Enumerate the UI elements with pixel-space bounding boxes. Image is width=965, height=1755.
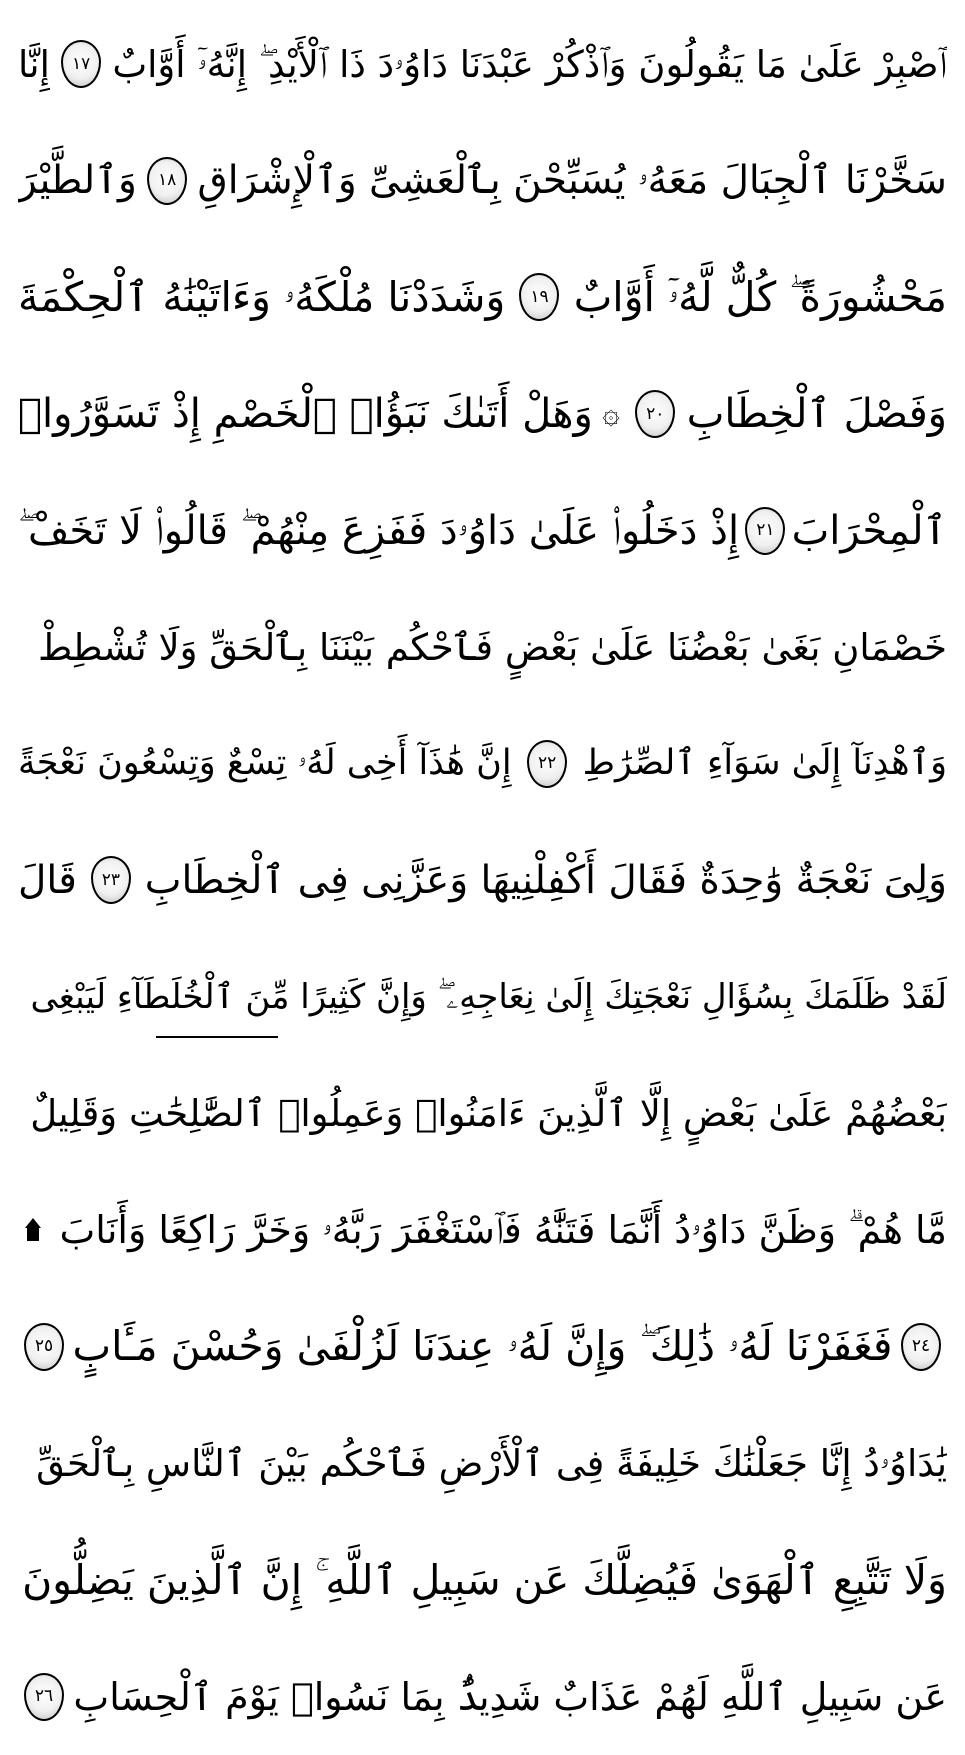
ayah-number-icon: ١٨: [147, 157, 187, 205]
sajdah-icon: [24, 1218, 42, 1242]
verse-text: وَلِىَ نَعْجَةٌ وَٰحِدَةٌ فَقَالَ أَكْفِلْنِيهَا وَعَزَّنِى فِى ٱلْخِطَابِ: [144, 857, 947, 903]
verse-text: فَغَفَرْنَا لَهُۥ ذَٰلِكَ ۖ وَإِنَّ لَهُۥ عِندَنَا لَزُلْفَىٰ وَحُسْنَ مَـَٔابٍ: [72, 1322, 893, 1371]
text-line: [18, 1289, 947, 1406]
text-line: [18, 1522, 947, 1639]
rub-el-hizb-icon: ۞: [602, 396, 620, 432]
verse-text: ٱلْمِحْرَابَ: [791, 507, 947, 554]
verse-text: يَٰدَاوُۥدُ إِنَّا جَعَلْنَٰكَ خَلِيفَةً فِى ٱلْأَرْضِ فَٱحْكُم بَيْنَ ٱلنَّاسِ بِٱلْحَقِّ: [36, 1441, 947, 1485]
verse-text: قَالَ: [18, 857, 77, 903]
verse-text: عَن سَبِيلِ ٱللَّهِ لَهُمْ عَذَابٌ شَدِيدٌۢ بِمَا نَسُوا۟ يَوْمَ ٱلْحِسَابِ: [73, 1674, 947, 1719]
ayah-number-icon: ٢٤: [901, 1323, 941, 1371]
verse-text: وَلَا تَتَّبِعِ ٱلْهَوَىٰ فَيُضِلَّكَ عَن سَبِيلِ ٱللَّهِ ۚ إِنَّ ٱلَّذِينَ يَضِلُّونَ: [22, 1555, 947, 1604]
text-line: [18, 356, 947, 473]
ayah-number-icon: ٢٢: [527, 740, 567, 788]
ayah-number-icon: ٢٥: [24, 1323, 64, 1371]
text-line: [18, 822, 947, 939]
text-line: [18, 472, 947, 589]
verse-text: إِذْ دَخَلُوا۟ عَلَىٰ دَاوُۥدَ فَفَزِعَ مِنْهُمْ ۖ قَالُوا۟ لَا تَخَفْ ۖ: [18, 507, 740, 554]
verse-text: مَحْشُورَةً ۖ كُلٌّ لَّهُۥٓ أَوَّابٌ: [573, 272, 947, 321]
verse-text: وَفَصْلَ ٱلْخِطَابِ: [686, 391, 947, 438]
verse-text: إِنَّ هَٰذَآ أَخِى لَهُۥ تِسْعٌ وَتِسْعُونَ نَعْجَةً: [18, 743, 512, 784]
ayah-number-icon: ١٧: [61, 40, 101, 88]
verse-text: مَّا هُمْ ۗ وَظَنَّ دَاوُۥدُ أَنَّمَا فَتَنَّٰهُ فَٱسْتَغْفَرَ رَبَّهُۥ وَخَرَّ رَاكِعًا وَأَنَابَ: [59, 1208, 947, 1253]
text-line: [18, 6, 947, 123]
verse-text: بَعْضُهُمْ عَلَىٰ بَعْضٍ إِلَّا ٱلَّذِينَ ءَامَنُوا۟ وَعَمِلُوا۟ ٱلصَّٰلِحَٰتِ وَقَلِيلٌ: [30, 1092, 947, 1136]
text-line: [18, 1055, 947, 1172]
sajdah-overline: [156, 1036, 278, 1038]
verse-text: ٱصْبِرْ عَلَىٰ مَا يَقُولُونَ وَٱذْكُرْ عَبْدَنَا دَاوُۥدَ ذَا ٱلْأَيْدِ ۖ إِنَّهُۥٓ أَوَّابٌ: [112, 42, 947, 86]
ayah-number-icon: ١٩: [519, 273, 559, 321]
verse-text: وَهَلْ أَتَىٰكَ نَبَؤُا۟ ٱلْخَصْمِ إِذْ تَسَوَّرُوا۟: [18, 391, 593, 438]
text-line: [18, 589, 947, 706]
text-line: [18, 1405, 947, 1522]
ayah-number-icon: ٢١: [745, 507, 785, 555]
ayah-number-icon: ٢٠: [635, 390, 675, 438]
verse-text: وَشَدَدْنَا مُلْكَهُۥ وَءَاتَيْنَٰهُ ٱلْحِكْمَةَ: [18, 272, 506, 321]
verse-text: إِنَّا: [18, 42, 50, 86]
verse-text: وَٱلطَّيْرَ: [18, 158, 137, 204]
ayah-number-icon: ٢٦: [24, 1673, 64, 1721]
text-line: [18, 1172, 947, 1289]
text-line: [18, 1638, 947, 1755]
text-line: [18, 706, 947, 823]
ayah-number-icon: ٢٣: [91, 856, 131, 904]
text-line: [18, 239, 947, 356]
text-line: [18, 123, 947, 240]
verse-text: لَقَدْ ظَلَمَكَ بِسُؤَالِ نَعْجَتِكَ إِلَىٰ نِعَاجِهِۦ ۖ وَإِنَّ كَثِيرًا مِّنَ ٱلْخُلَطَآءِ لَيَبْغِى: [30, 977, 947, 1018]
verse-text: وَٱهْدِنَآ إِلَىٰ سَوَآءِ ٱلصِّرَٰطِ: [582, 743, 947, 784]
verse-text: خَصْمَانِ بَغَىٰ بَعْضُنَا عَلَىٰ بَعْضٍ فَٱحْكُم بَيْنَنَا بِٱلْحَقِّ وَلَا تُشْطِطْ: [37, 625, 947, 669]
verse-text: سَخَّرْنَا ٱلْجِبَالَ مَعَهُۥ يُسَبِّحْنَ بِٱلْعَشِىِّ وَٱلْإِشْرَاقِ: [197, 158, 947, 204]
